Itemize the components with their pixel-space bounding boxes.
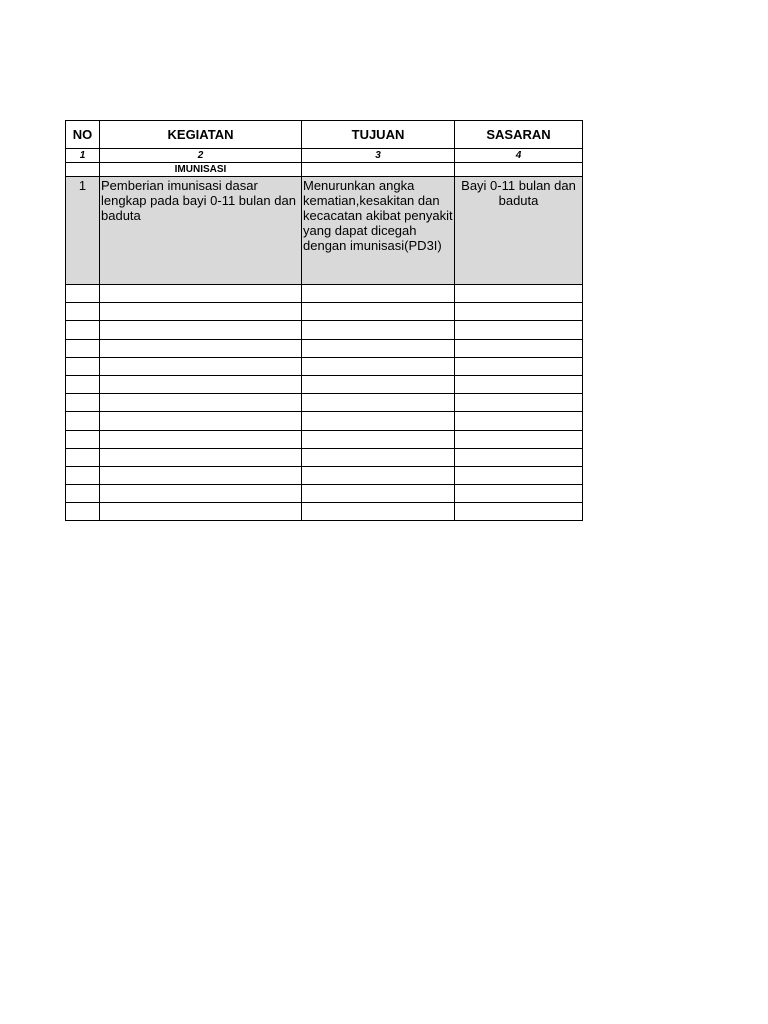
empty-row — [66, 503, 583, 521]
empty-cell — [100, 485, 302, 503]
empty-cell — [66, 285, 100, 303]
row-no: 1 — [66, 177, 100, 285]
empty-cell — [100, 375, 302, 393]
empty-cell — [66, 321, 100, 339]
table-row — [66, 177, 583, 285]
empty-cell — [100, 321, 302, 339]
empty-cell — [302, 339, 455, 357]
column-number-4: 4 — [455, 149, 583, 163]
empty-cell — [100, 394, 302, 412]
empty-row — [66, 321, 583, 339]
empty-cell — [455, 357, 583, 375]
empty-row — [66, 412, 583, 430]
empty-cell — [455, 412, 583, 430]
section-cell-tujuan — [302, 163, 455, 177]
column-number-3: 3 — [302, 149, 455, 163]
column-number-row — [66, 149, 583, 163]
empty-cell — [302, 485, 455, 503]
empty-row — [66, 357, 583, 375]
section-cell-no — [66, 163, 100, 177]
empty-cell — [302, 375, 455, 393]
header-row — [66, 121, 583, 149]
header-sasaran: SASARAN — [455, 121, 583, 149]
empty-cell — [455, 303, 583, 321]
empty-cell — [302, 448, 455, 466]
empty-cell — [455, 394, 583, 412]
empty-cell — [302, 357, 455, 375]
empty-cell — [66, 466, 100, 484]
empty-cell — [66, 357, 100, 375]
empty-row — [66, 285, 583, 303]
row-kegiatan: Pemberian imunisasi dasar lengkap pada bayi 0-11 bulan dan baduta — [100, 177, 302, 285]
empty-cell — [66, 503, 100, 521]
empty-cell — [66, 394, 100, 412]
section-row — [66, 163, 583, 177]
empty-row — [66, 375, 583, 393]
empty-cell — [66, 375, 100, 393]
empty-row — [66, 303, 583, 321]
empty-cell — [100, 303, 302, 321]
section-title: IMUNISASI — [100, 163, 302, 177]
empty-row — [66, 394, 583, 412]
header-kegiatan: KEGIATAN — [100, 121, 302, 149]
empty-cell — [66, 430, 100, 448]
empty-row — [66, 339, 583, 357]
empty-cell — [302, 394, 455, 412]
empty-cell — [302, 321, 455, 339]
column-number-2: 2 — [100, 149, 302, 163]
empty-cell — [302, 430, 455, 448]
empty-cell — [100, 412, 302, 430]
empty-row — [66, 448, 583, 466]
header-tujuan: TUJUAN — [302, 121, 455, 149]
empty-cell — [100, 503, 302, 521]
empty-cell — [455, 285, 583, 303]
empty-cell — [302, 285, 455, 303]
empty-cell — [100, 357, 302, 375]
empty-cell — [66, 303, 100, 321]
empty-cell — [100, 339, 302, 357]
empty-cell — [302, 466, 455, 484]
empty-cell — [455, 448, 583, 466]
empty-cell — [66, 412, 100, 430]
empty-row — [66, 485, 583, 503]
column-number-1: 1 — [66, 149, 100, 163]
empty-cell — [455, 503, 583, 521]
activity-table — [65, 120, 583, 521]
row-sasaran: Bayi 0-11 bulan dan baduta — [455, 177, 583, 285]
empty-cell — [66, 339, 100, 357]
empty-cell — [100, 466, 302, 484]
empty-cell — [455, 485, 583, 503]
row-tujuan: Menurunkan angka kematian,kesakitan dan kecacatan akibat penyakit yang dapat dicegah dengan imunisasi(PD3I) — [302, 177, 455, 285]
empty-cell — [455, 339, 583, 357]
empty-cell — [455, 430, 583, 448]
empty-cell — [100, 430, 302, 448]
empty-cell — [455, 466, 583, 484]
empty-cell — [66, 448, 100, 466]
empty-cell — [100, 448, 302, 466]
empty-cell — [455, 375, 583, 393]
empty-cell — [302, 303, 455, 321]
empty-row — [66, 430, 583, 448]
empty-cell — [100, 285, 302, 303]
section-cell-sasaran — [455, 163, 583, 177]
header-no: NO — [66, 121, 100, 149]
empty-row — [66, 466, 583, 484]
empty-cell — [302, 412, 455, 430]
empty-cell — [455, 321, 583, 339]
empty-cell — [302, 503, 455, 521]
empty-cell — [66, 485, 100, 503]
